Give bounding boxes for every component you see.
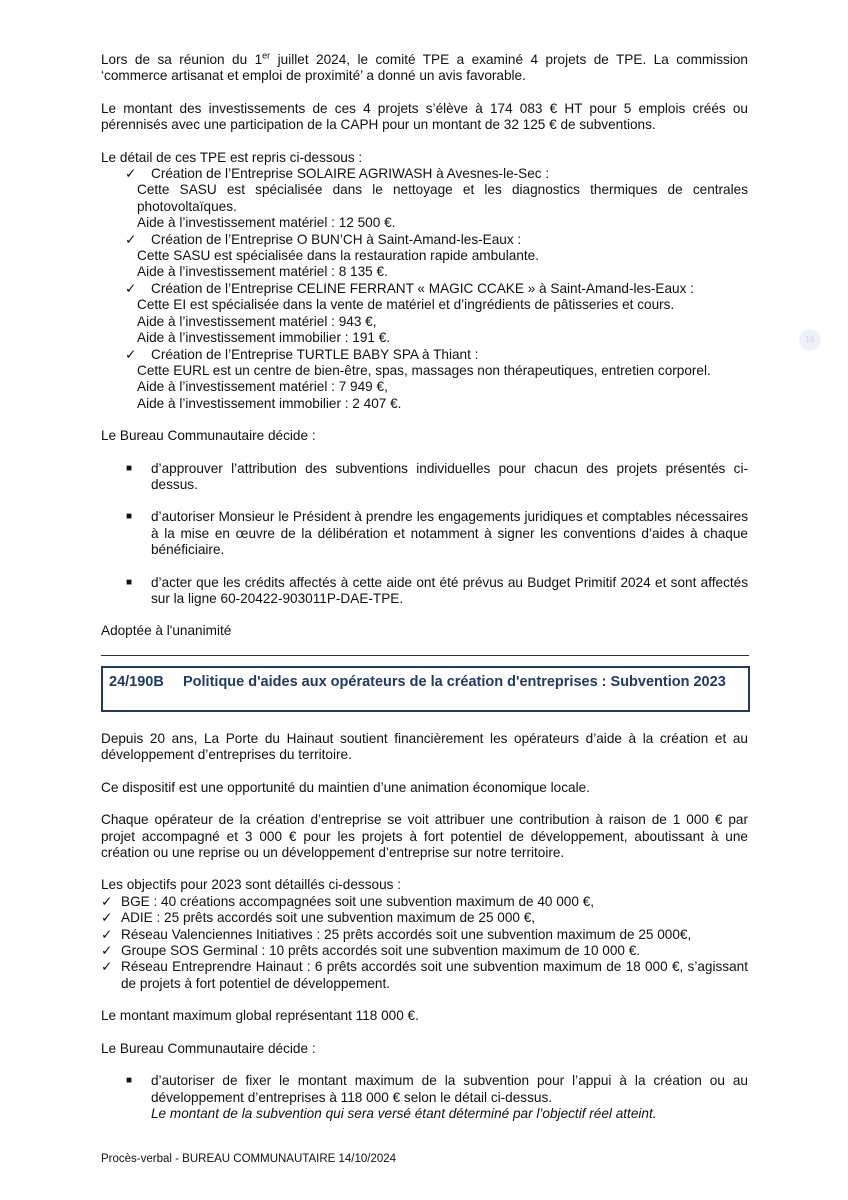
checkmark-icon: ✓	[125, 166, 137, 182]
list-item	[101, 281, 748, 347]
checkmark-icon: ✓	[125, 231, 137, 247]
section-number: 24/190B	[109, 674, 164, 690]
section-1	[101, 52, 748, 640]
amount-paragraph: Le montant des investissements de ces 4 projets s’élève à 174 083 € HT pour 5 emplois créés ou pérennisés avec une participation de la CAPH pour un montant de 32 125 € de subventions.	[101, 100, 748, 133]
list-item: ✓ Groupe SOS Germinal : 10 prêts accordés soit une subvention maximum de 10 000 €.	[101, 943, 641, 959]
checkmark-icon: ✓	[101, 893, 113, 909]
page-number-badge: 16	[799, 329, 821, 351]
page-footer: Procès-verbal - BUREAU COMMUNAUTAIRE 14/10/2024	[101, 1153, 397, 1165]
project-title: Création de l’Entreprise O BUN’CH à Saint-Amand-les-Eaux :	[151, 231, 522, 247]
contribution-paragraph: Chaque opérateur de la création d’entreprise se voit attribuer une contribution à raison de 1 000 € par projet accompagné et 3 000 € pour les projets à fort potentiel de développement, aboutissant à une création ou une reprise ou un développement d’entreprise sur notre territoire.	[101, 812, 748, 861]
checkmark-icon: ✓	[101, 926, 113, 942]
checkmark-icon: ✓	[125, 346, 137, 362]
list-item: ✓ Réseau Valenciennes Initiatives : 25 prêts accordés soit une subvention maximum de 25 000€,	[101, 926, 692, 942]
bullet-icon: ■	[126, 1075, 133, 1087]
total-paragraph: Le montant maximum global représentant 118 000 €.	[101, 1008, 419, 1024]
list-item: ■ d’acter que les crédits affectés à cette aide ont été prévus au Budget Primitif 2024 et sont affectés sur la ligne 60-20422-903011P-DAE-TPE.	[126, 574, 748, 606]
project-title: Création de l’Entreprise CELINE FERRANT « MAGIC CCAKE » à Saint-Amand-les-Eaux :	[151, 280, 694, 296]
history-paragraph: Depuis 20 ans, La Porte du Hainaut soutient financièrement les opérateurs d’aide à la création et au développement d’entreprises du territoire.	[101, 731, 748, 763]
project-detail: Cette SASU est spécialisée dans le nettoyage et les diagnostics thermiques de centrales photovoltaïques.	[137, 182, 748, 214]
decision-heading: Le Bureau Communautaire décide :	[101, 428, 316, 444]
project-title: Création de l’Entreprise SOLAIRE AGRIWASH à Avesnes-le-Sec :	[151, 166, 550, 182]
project-detail: Aide à l’investissement immobilier : 2 407 €.	[137, 395, 402, 411]
section-title: Politique d'aides aux opérateurs de la création d'entreprises : Subvention 2023	[183, 674, 726, 690]
objectives-heading: Les objectifs pour 2023 sont détaillés ci-dessous :	[101, 877, 401, 893]
section-2	[101, 731, 748, 1122]
objectives-list	[101, 894, 748, 992]
project-detail: Aide à l’investissement matériel : 12 500 €.	[137, 215, 396, 231]
list-item	[101, 347, 748, 413]
project-detail: Cette EI est spécialisée dans la vente de matériel et d’ingrédients de pâtisseries et cours.	[137, 297, 675, 313]
project-detail: Aide à l’investissement matériel : 943 €,	[137, 313, 377, 329]
project-detail: Aide à l’investissement matériel : 7 949 €,	[137, 379, 388, 395]
checkmark-icon: ✓	[101, 959, 113, 975]
decisions-list	[101, 461, 748, 608]
opportunity-paragraph: Ce dispositif est une opportunité du maintien d’une animation économique locale.	[101, 779, 590, 795]
list-item: ■ d’approuver l’attribution des subventions individuelles pour chacun des projets présentés ci-dessus.	[126, 460, 748, 492]
section-header-box	[101, 666, 750, 712]
project-detail: Aide à l’investissement immobilier : 191 €.	[137, 330, 391, 346]
list-item: ✓ Réseau Entreprendre Hainaut : 6 prêts accordés soit une subvention maximum de 18 000 €, s’agissant de projets à fort potentiel de développement.	[101, 959, 748, 991]
checkmark-icon: ✓	[125, 280, 137, 296]
project-title: Création de l’Entreprise TURTLE BABY SPA à Thiant :	[151, 346, 479, 362]
bullet-icon: ■	[126, 511, 133, 523]
project-detail: Aide à l’investissement matériel : 8 135 €.	[137, 264, 388, 280]
detail-heading: Le détail de ces TPE est repris ci-dessous :	[101, 149, 363, 165]
list-item	[101, 232, 748, 281]
list-item: ✓ ADIE : 25 prêts accordés soit une subvention maximum de 25 000 €,	[101, 910, 536, 926]
section-divider	[101, 655, 749, 656]
checkmark-icon: ✓	[101, 943, 113, 959]
list-item: ■ d’autoriser de fixer le montant maximum de la subvention pour l’appui à la création ou au développement d’entreprises à 118 000 € selon le détail ci-dessus. Le montant de la subvention qui sera versé étant déterminé par l’objectif réel atteint.	[126, 1073, 748, 1121]
bullet-icon: ■	[126, 462, 133, 474]
checkmark-icon: ✓	[101, 910, 113, 926]
list-item	[101, 166, 748, 232]
decisions-list-2	[101, 1073, 748, 1122]
project-detail: Cette EURL est un centre de bien-être, spas, massages non thérapeutiques, entretien corporel.	[137, 362, 711, 378]
decision-heading-2: Le Bureau Communautaire décide :	[101, 1040, 316, 1056]
decision-note: Le montant de la subvention qui sera versé étant déterminé par l’objectif réel atteint.	[151, 1105, 657, 1121]
list-item: ■ d’autoriser Monsieur le Président à prendre les engagements juridiques et comptables nécessaires à la mise en œuvre de la délibération et notamment à signer les conventions d’aides à chaque bénéficiaire.	[126, 509, 748, 558]
intro-paragraph: Lors de sa réunion du 1er juillet 2024, le comité TPE a examiné 4 projets de TPE. La commission ‘commerce artisanat et emploi de proximité’ a donné un avis favorable.	[101, 50, 748, 84]
bullet-icon: ■	[126, 576, 133, 588]
projects-list	[101, 166, 748, 412]
adopted-statement: Adoptée à l'unanimité	[101, 623, 232, 639]
list-item: ✓ BGE : 40 créations accompagnées soit une subvention maximum de 40 000 €,	[101, 893, 595, 909]
project-detail: Cette SASU est spécialisée dans la restauration rapide ambulante.	[137, 248, 539, 264]
